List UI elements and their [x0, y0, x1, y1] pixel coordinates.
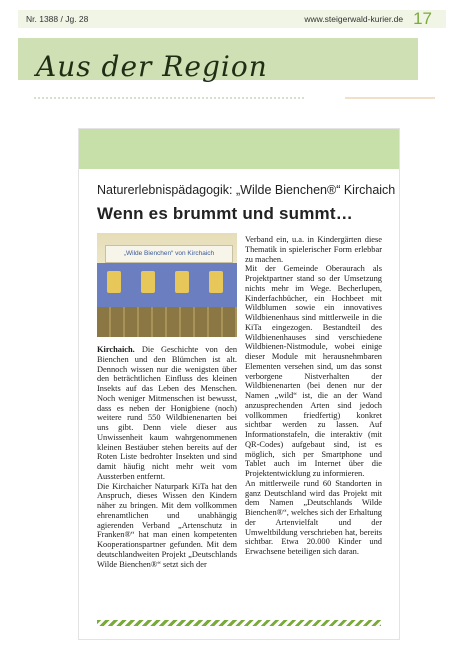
article-paragraph: Verband ein, u.a. in Kindergärten diese Thematik in spielerischer Form erlebbar zu machen.	[245, 235, 382, 264]
article-photo	[97, 233, 237, 337]
photo-bench	[97, 307, 237, 337]
article-kicker: Naturerlebnispädagogik: „Wilde Bienchen®“ Kirchaich	[97, 183, 396, 197]
article-paragraph: An mittlerweile rund 60 Standorten in ganz Deutschland wird das Projekt mit dem Namen „Deutschlands Wilde Bienchen®“, welches sich der Erhaltung der Artenvielfalt und der Umweltbildung verschrieben hat, bereits sichtbar. Etwa 20.000 Kinder und Erwachsene beteiligen sich daran.	[245, 478, 382, 556]
article-clipping	[78, 128, 400, 640]
photo-sign: „Wilde Bienchen“ von Kirchaich	[105, 245, 233, 263]
article-text: Die Geschichte von den Bienchen und den Blümchen ist alt. Dennoch wissen nur die wenigsten über den beträchtlichen Einfluss des kleinen Insekts auf das Leben des Menschen. Noch weniger Mitmenschen ist bewusst, dass es neben der Honigbiene (noch) weitere rund 550 Wildbienenarten bei uns gibt. Denn viele dieser aus Unwissenheit kaum wahrgenommenen kleinen Bestäuber stehen bereits auf der Roten Liste bedrohter Insekten und sind damit häufig nicht mehr weit vom Aussterben entfernt.	[97, 345, 238, 481]
article-footer-stripe	[97, 620, 381, 626]
article-column-2	[245, 235, 382, 557]
page-header	[18, 10, 446, 28]
photo-flower	[141, 271, 155, 293]
article-headline: Wenn es brummt und summt…	[97, 204, 353, 223]
photo-flower	[107, 271, 121, 293]
section-title: Aus der Region	[36, 50, 268, 83]
divider-line	[34, 97, 304, 101]
article-paragraph: Mit der Gemeinde Oberaurach als Projektpartner stand so der Umsetzung nichts mehr im Wege. Becherlupen, Kinderfachbücher, ein Hochbeet mit Wildblumen sowie ein innovatives Wildbienenhaus sind mittlerweile in die KiTa eingezogen. Bestandteil des Wildbienenhauses sind verschiedene Wildbienen-Nistmodule, wobei einige dieser Module mit herausnehmbaren Elementen versehen sind, um das sonst verborgene Nistverhalten der Wildbienenarten (bei denen nur der Namen „wild“ ist, die an der Wand anzusprechenden Arten sind jedoch vollkommen friedfertig) konkret sichtbar werden zu lassen. Auf Informationstafeln, die interaktiv (mit QR-Codes) aufgebaut sind, ist es möglich, sich per Smartphone und Tablet auch im Internet über die Projektentwicklung zu informieren.	[245, 264, 382, 478]
article-top-band	[79, 129, 399, 169]
article-column-1	[97, 345, 237, 569]
divider-line-accent	[345, 97, 435, 99]
photo-flower	[209, 271, 223, 293]
page-number: 17	[413, 9, 432, 28]
article-paragraph	[97, 345, 237, 482]
article-dateline: Kirchaich.	[97, 345, 135, 354]
article-paragraph: Die Kirchaicher Naturpark KiTa hat den Anspruch, dieses Wissen den Kindern näher zu bringen. Mit dem vollkommen ehrenamtlichen und unabhängig agierenden Verband „Artenschutz in Franken®“ hat man einen kompetenten Kooperationspartner gefunden. Mit dem deutschlandweiten Projekt „Deutschlands Wilde Bienchen®“ setzt sich der	[97, 481, 237, 569]
photo-wall	[97, 263, 237, 307]
photo-flower	[175, 271, 189, 293]
website-url[interactable]: www.steigerwald-kurier.de	[304, 14, 404, 24]
issue-number: Nr. 1388 / Jg. 28	[26, 14, 89, 24]
